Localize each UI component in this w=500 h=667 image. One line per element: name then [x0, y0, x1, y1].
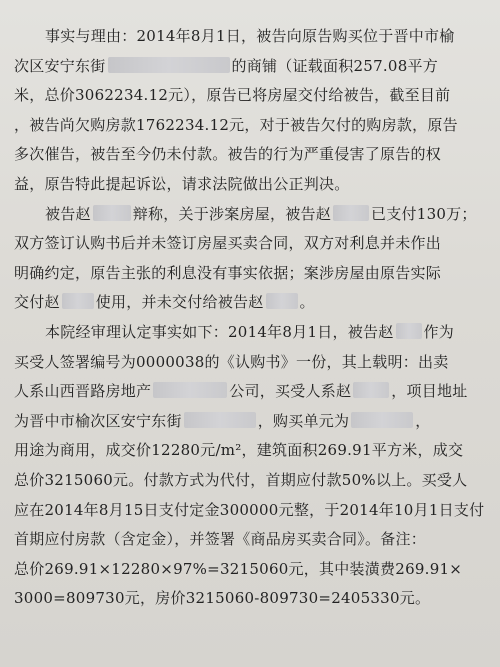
document-body: [14, 22, 486, 614]
text-segment: 作为: [423, 322, 455, 341]
text-line: [14, 407, 486, 437]
text-segment: 为晋中市榆次区安宁东街: [14, 411, 182, 430]
text-segment: 公司，买受人系赵: [229, 382, 352, 401]
redacted-text: [353, 382, 389, 398]
redacted-text: [396, 323, 422, 339]
text-segment: 3000=809730元，房价3215060-809730=2405330元。: [14, 589, 431, 608]
text-segment: 。: [299, 293, 315, 312]
text-segment: 辩称，关于涉案房屋，被告赵: [132, 204, 332, 223]
paragraph: [14, 318, 486, 614]
text-segment: 使用，并未交付给被告赵: [95, 293, 264, 312]
text-segment: 事实与理由：2014年8月1日，被告向原告购买位于晋中市榆: [45, 27, 455, 45]
text-line: [14, 140, 486, 170]
text-line: [14, 200, 486, 230]
text-segment: 应在2014年8月15日支付定金300000元整，于2014年10月1日支付: [14, 500, 485, 519]
text-line: [14, 318, 486, 348]
text-line: [14, 525, 486, 555]
text-segment: 总价269.91×12280×97%=3215060元，其中装潢费269.91×: [14, 559, 463, 578]
text-segment: ，: [415, 411, 431, 430]
redacted-text: [351, 412, 413, 428]
text-segment: ，购买单元为: [257, 411, 350, 430]
text-segment: ，项目地址: [391, 382, 468, 401]
text-segment: 米，总价3062234.12元），原告已将房屋交付给被告，截至目前: [14, 86, 451, 105]
text-segment: 买受人签署编号为0000038的《认购书》一份，其上载明：出卖: [14, 352, 449, 371]
redacted-text: [333, 205, 369, 221]
text-line: [14, 436, 486, 466]
text-line: [14, 81, 486, 111]
text-line: [14, 229, 486, 259]
text-segment: 明确约定，原告主张的利息没有事实依据；案涉房屋由原告实际: [14, 263, 442, 282]
text-line: [14, 259, 486, 289]
text-segment: 被告赵: [45, 204, 91, 223]
text-segment: 首期应付房款（含定金），并签署《商品房买卖合同》。备注：: [14, 530, 427, 549]
redacted-text: [108, 57, 230, 73]
text-line: [14, 348, 486, 378]
text-segment: 次区安宁东街: [14, 56, 106, 75]
text-segment: ，被告尚欠购房款1762234.12元，对于被告欠付的购房款，原告: [14, 115, 458, 134]
redacted-text: [184, 412, 256, 428]
text-segment: 多次催告，被告至今仍未付款。被告的行为严重侵害了原告的权: [14, 145, 442, 164]
text-line: [14, 496, 486, 526]
text-line: [14, 111, 486, 141]
text-segment: 的商铺（证载面积257.08平方: [231, 56, 439, 75]
paragraph: [14, 22, 486, 200]
text-segment: 用途为商用，成交价12280元/m²，建筑面积269.91平方米，成交: [14, 441, 464, 460]
redacted-text: [153, 382, 227, 398]
text-segment: 总价3215060元。付款方式为代付，首期应付款50%以上。买受人: [14, 470, 468, 489]
text-segment: 本院经审理认定事实如下：2014年8月1日，被告赵: [45, 322, 394, 341]
paragraph: [14, 200, 486, 318]
text-line: [14, 377, 486, 407]
text-segment: 已支付130万；: [371, 204, 477, 223]
text-line: [14, 52, 486, 82]
text-line: [14, 22, 486, 52]
text-segment: 双方签订认购书后并未签订房屋买卖合同，双方对利息并未作出: [14, 234, 442, 253]
redacted-text: [266, 293, 298, 309]
text-segment: 益，原告特此提起诉讼，请求法院做出公正判决。: [14, 174, 350, 193]
text-line: [14, 288, 486, 318]
redacted-text: [62, 293, 94, 309]
text-line: [14, 170, 486, 200]
text-line: [14, 555, 486, 585]
text-line: [14, 466, 486, 496]
text-line: [14, 584, 486, 614]
text-segment: 交付赵: [14, 293, 60, 312]
redacted-text: [93, 205, 131, 221]
text-segment: 人系山西晋路房地产: [14, 382, 152, 401]
